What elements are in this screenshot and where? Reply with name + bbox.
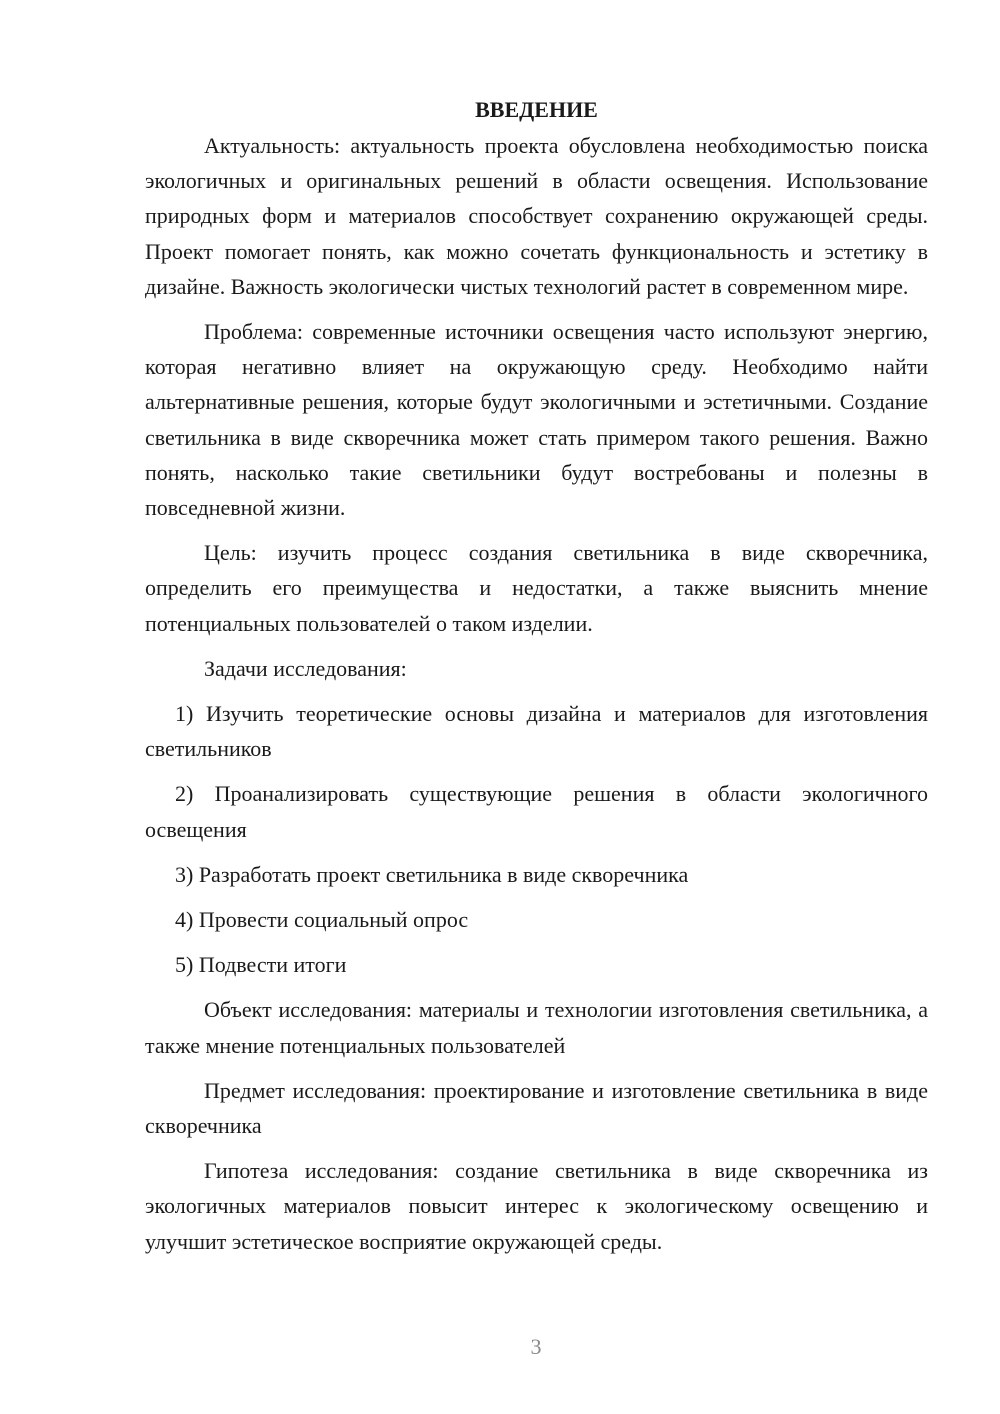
task-item-1: 1) Изучить теоретические основы дизайна и материалов для изготовления светильников [145,701,928,762]
paragraph-object: Объект исследования: материалы и технологии изготовления светильника, а также мнение потенциальных пользователей [145,997,928,1058]
tasks-title: Задачи исследования: [204,655,407,681]
task-item-5: 5) Подвести итоги [175,952,347,978]
document-page [145,92,928,1259]
task-item-4: 4) Провести социальный опрос [175,907,469,933]
task-item-3: 3) Разработать проект светильника в виде скворечника [175,861,689,887]
paragraph-hypothesis: Гипотеза исследования: создание светильника в виде скворечника из экологичных материалов повысит интерес к экологическому освещению и улучшит эстетическое восприятие окружающей среды. [145,1158,928,1254]
paragraph-goal: Цель: изучить процесс создания светильника в виде скворечника, определить его преимущества и недостатки, а также выяснить мнение потенциальных пользователей о таком изделии. [145,540,928,636]
paragraph-problem: Проблема: современные источники освещения часто используют энергию, которая негативно влияет на окружающую среду. Необходимо найти альтернативные решения, которые будут экологичными и эстетичными. Создание светильника в виде скворечника может стать примером такого решения. Важно понять, насколько такие светильники будут востребованы и полезны в повседневной жизни. [145,319,928,521]
task-item-2: 2) Проанализировать существующие решения в области экологичного освещения [145,781,928,842]
page-number: 3 [530,1334,542,1359]
paragraph-relevance: Актуальность: актуальность проекта обусловлена необходимостью поиска экологичных и оригинальных решений в области освещения. Использование природных форм и материалов способствует сохранению окружающей среды. Проект помогает понять, как можно сочетать функциональность и эстетику в дизайне. Важность экологически чистых технологий растет в современном мире. [145,133,928,299]
paragraph-subject: Предмет исследования: проектирование и изготовление светильника в виде скворечника [145,1077,928,1139]
section-heading: ВВЕДЕНИЕ [475,97,598,122]
